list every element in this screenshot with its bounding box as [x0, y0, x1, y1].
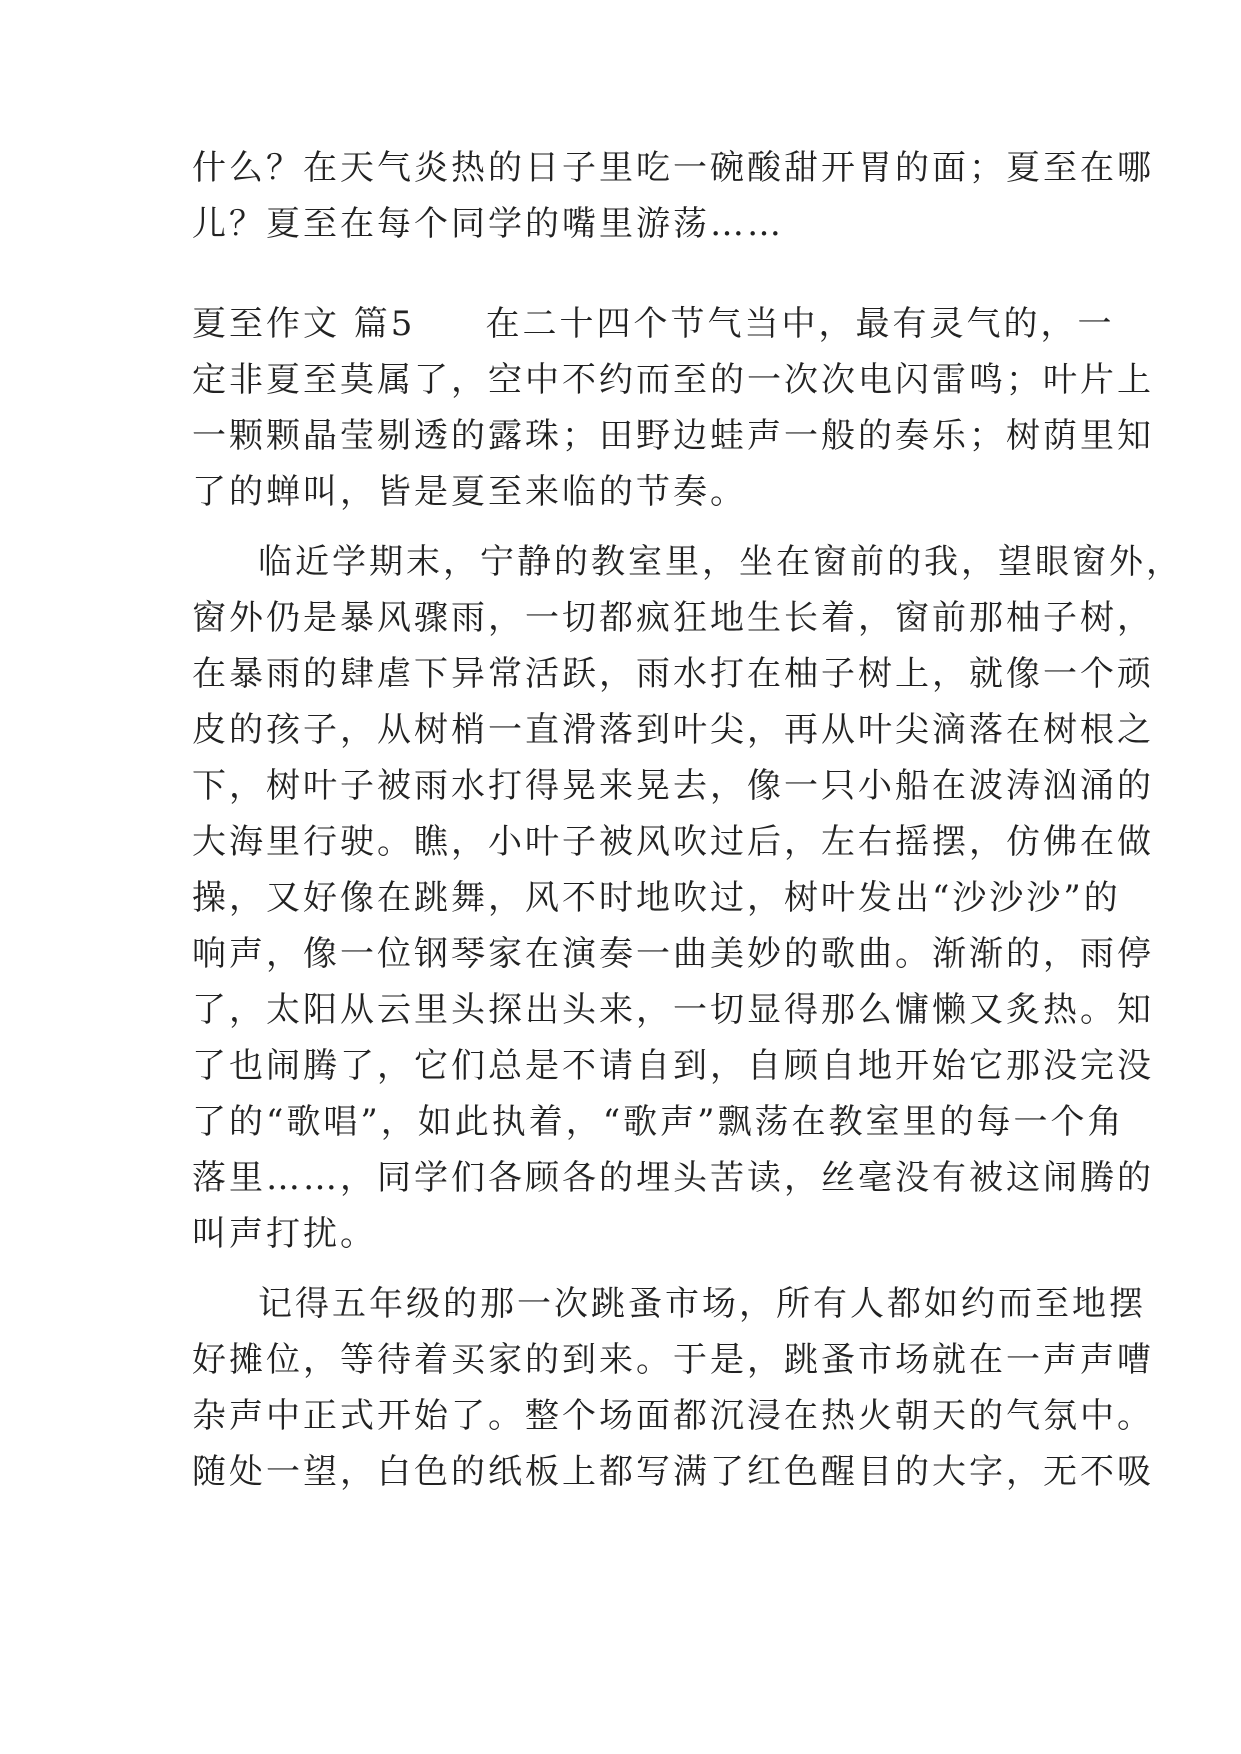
text-line: 在二十四个节气当中，最有灵气的，一 [485, 304, 1115, 344]
text-line: 什么？在天气炎热的日子里吃一碗酸甜开胃的面；夏至在哪 [192, 148, 1154, 188]
text-line: 记得五年级的那一次跳蚤市场，所有人都如约而至地摆 [258, 1284, 1146, 1324]
text-line: 定非夏至莫属了，空中不约而至的一次次电闪雷鸣；叶片上 [192, 360, 1154, 400]
text-line: 大海里行驶。瞧，小叶子被风吹过后，左右摇摆，仿佛在做 [192, 822, 1154, 862]
text-line: 临近学期末，宁静的教室里，坐在窗前的我，望眼窗外， [258, 542, 1183, 582]
text-line: 操，又好像在跳舞，风不时地吹过，树叶发出“沙沙沙”的 [192, 878, 1121, 918]
text-line: 一颗颗晶莹剔透的露珠；田野边蛙声一般的奏乐；树荫里知 [192, 416, 1154, 456]
text-line: 窗外仍是暴风骤雨，一切都疯狂地生长着，窗前那柚子树， [192, 598, 1154, 638]
text-line: 儿？夏至在每个同学的嘴里游荡…… [192, 204, 784, 244]
text-line: 了，太阳从云里头探出头来，一切显得那么慵懒又炙热。知 [192, 990, 1154, 1030]
text-line: 随处一望，白色的纸板上都写满了红色醒目的大字，无不吸 [192, 1452, 1154, 1492]
text-line: 响声，像一位钢琴家在演奏一曲美妙的歌曲。渐渐的，雨停 [192, 934, 1154, 974]
section-first-line [192, 296, 1115, 352]
text-line: 了的“歌唱”，如此执着，“歌声”飘荡在教室里的每一个角 [192, 1102, 1125, 1142]
text-line: 皮的孩子，从树梢一直滑落到叶尖，再从叶尖滴落在树根之 [192, 710, 1154, 750]
text-line: 在暴雨的肆虐下异常活跃，雨水打在柚子树上，就像一个顽 [192, 654, 1154, 694]
text-line: 下，树叶子被雨水打得晃来晃去，像一只小船在波涛汹涌的 [192, 766, 1154, 806]
text-line: 好摊位，等待着买家的到来。于是，跳蚤市场就在一声声嘈 [192, 1340, 1154, 1380]
text-line: 落里……，同学们各顾各的埋头苦读，丝毫没有被这闹腾的 [192, 1158, 1154, 1198]
text-line: 了也闹腾了，它们总是不请自到，自顾自地开始它那没完没 [192, 1046, 1154, 1086]
text-line: 杂声中正式开始了。整个场面都沉浸在热火朝天的气氛中。 [192, 1396, 1154, 1436]
section-heading: 夏至作文 篇5 [192, 304, 416, 344]
text-line: 了的蝉叫，皆是夏至来临的节奏。 [192, 472, 747, 512]
text-line: 叫声打扰。 [192, 1214, 377, 1254]
